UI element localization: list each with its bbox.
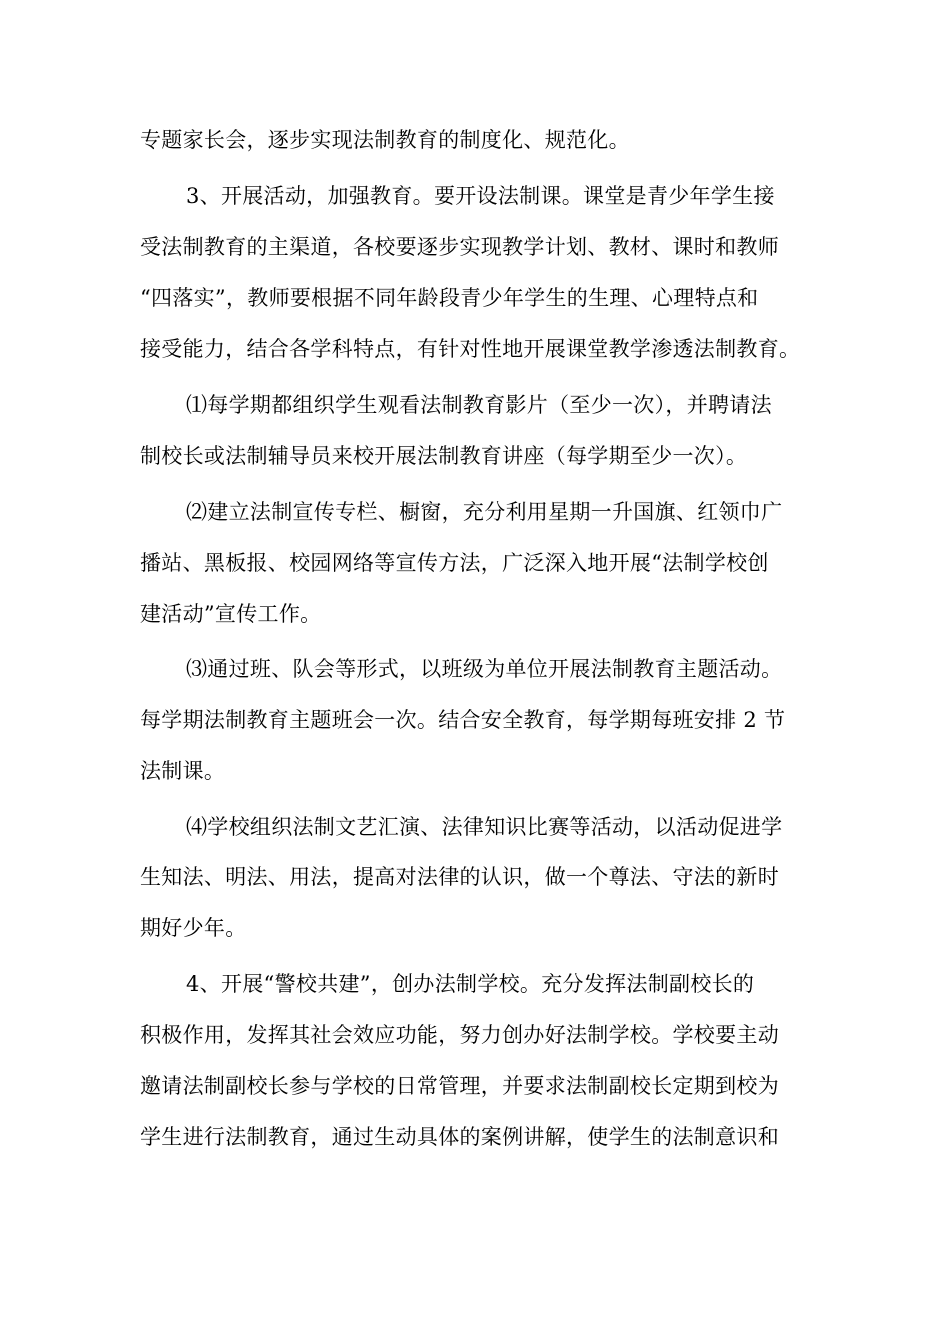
text-line: 生知法、明法、用法，提高对法律的认识，做一个尊法、守法的新时 bbox=[140, 865, 779, 889]
text-line: 播站、黑板报、校园网络等宣传方法，广泛深入地开展“法制学校创 bbox=[140, 551, 769, 575]
text-line: ⑴每学期都组织学生观看法制教育影片（至少一次），并聘请法 bbox=[186, 393, 772, 417]
text-line: ⑵建立法制宣传专栏、橱窗，充分利用星期一升国旗、红领巾广 bbox=[186, 500, 783, 524]
text-line: 邀请法制副校长参与学校的日常管理，并要求法制副校长定期到校为 bbox=[140, 1074, 779, 1098]
text-line: 制校长或法制辅导员来校开展法制教育讲座（每学期至少一次）。 bbox=[140, 444, 748, 468]
text-line: 积极作用，发挥其社会效应功能，努力创办好法制学校。学校要主动 bbox=[140, 1023, 779, 1047]
text-line: 建活动”宣传工作。 bbox=[140, 602, 322, 626]
text-line: 期好少年。 bbox=[140, 916, 247, 940]
text-line: 法制课。 bbox=[140, 759, 226, 783]
text-line: ⑶通过班、队会等形式，以班级为单位开展法制教育主题活动。 bbox=[186, 657, 783, 681]
text-line: 4、开展“警校共建”，创办法制学校。充分发挥法制副校长的 bbox=[186, 972, 755, 996]
text-line: “四落实”，教师要根据不同年龄段青少年学生的生理、心理特点和 bbox=[140, 286, 759, 310]
text-line: 受法制教育的主渠道，各校要逐步实现教学计划、教材、课时和教师 bbox=[140, 235, 779, 259]
text-line: 3、开展活动，加强教育。要开设法制课。课堂是青少年学生接 bbox=[186, 184, 775, 208]
text-line: 专题家长会，逐步实现法制教育的制度化、规范化。 bbox=[140, 128, 630, 152]
text-line: ⑷学校组织法制文艺汇演、法律知识比赛等活动，以活动促进学 bbox=[186, 815, 783, 839]
text-line: 学生进行法制教育，通过生动具体的案例讲解，使学生的法制意识和 bbox=[140, 1125, 779, 1149]
text-line: 接受能力，结合各学科特点，有针对性地开展课堂教学渗透法制教育。 bbox=[140, 337, 801, 361]
text-line: 每学期法制教育主题班会一次。结合安全教育，每学期每班安排 2 节 bbox=[140, 708, 786, 732]
